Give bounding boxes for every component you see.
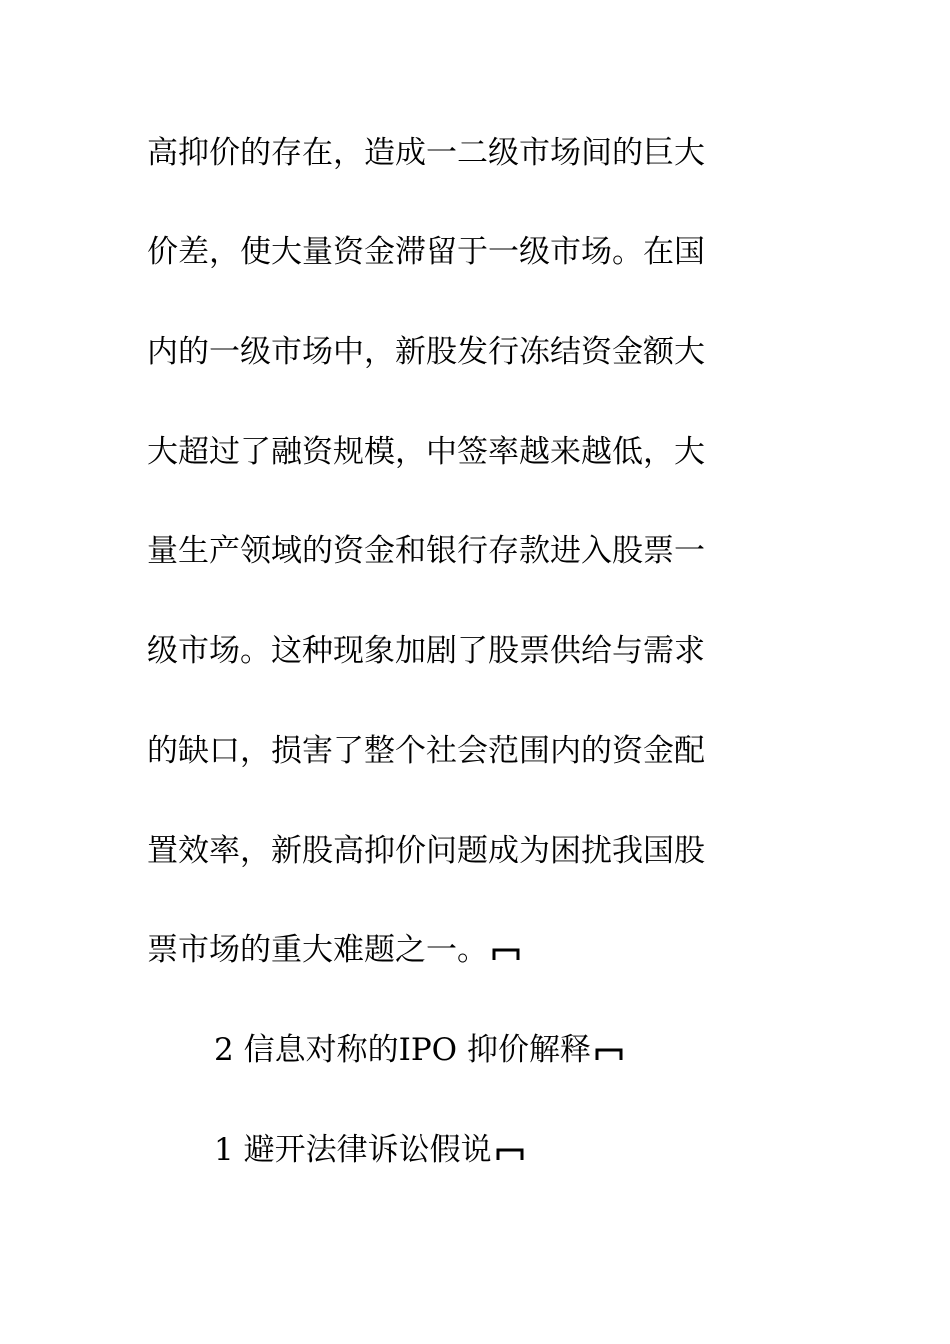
paragraph-line-text: 票市场的重大难题之一。 [147, 932, 488, 968]
heading-text: 1 避开法律诉讼假说 [214, 1132, 492, 1168]
paragraph-line: 级市场。这种现象加剧了股票供给与需求 [147, 633, 705, 669]
section-heading-2 [214, 1030, 623, 1070]
paragraph-line: 置效率，新股高抑价问题成为困扰我国股 [147, 833, 705, 869]
paragraph-line: 大超过了融资规模，中签率越来越低，大 [147, 434, 705, 470]
section-heading-1 [214, 1130, 524, 1170]
paragraph-mark-icon [492, 942, 520, 962]
paragraph-line: 价差，使大量资金滞留于一级市场。在国 [147, 234, 705, 270]
paragraph-line: 量生产领域的资金和银行存款进入股票一 [147, 533, 705, 569]
paragraph-mark-icon [595, 1042, 623, 1062]
heading-text: 2 信息对称的IPO 抑价解释 [214, 1032, 591, 1068]
paragraph-line: 高抑价的存在，造成一二级市场间的巨大 [147, 135, 705, 171]
paragraph-line: 内的一级市场中，新股发行冻结资金额大 [147, 334, 705, 370]
paragraph-last-line [147, 930, 787, 970]
paragraph-mark-icon [496, 1142, 524, 1162]
paragraph-line: 的缺口，损害了整个社会范围内的资金配 [147, 733, 705, 769]
